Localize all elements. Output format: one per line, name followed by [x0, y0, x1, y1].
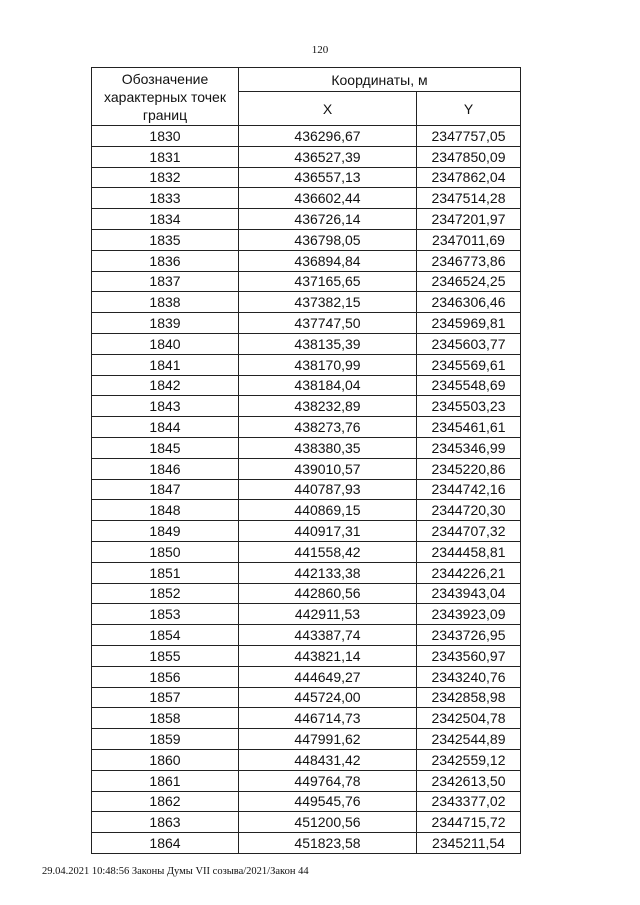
table-row [92, 292, 521, 313]
cell-y: 2345969,81 [417, 313, 521, 334]
cell-point: 1857 [92, 687, 239, 708]
cell-point: 1835 [92, 229, 239, 250]
cell-point: 1861 [92, 770, 239, 791]
table-row [92, 313, 521, 334]
cell-x: 436527,39 [239, 146, 417, 167]
cell-x: 442860,56 [239, 583, 417, 604]
cell-point: 1842 [92, 375, 239, 396]
cell-point: 1832 [92, 167, 239, 188]
cell-x: 440869,15 [239, 500, 417, 521]
cell-y: 2345603,77 [417, 333, 521, 354]
table-row [92, 209, 521, 230]
table-row [92, 271, 521, 292]
cell-point: 1831 [92, 146, 239, 167]
cell-x: 446714,73 [239, 708, 417, 729]
cell-point: 1834 [92, 209, 239, 230]
cell-y: 2345346,99 [417, 437, 521, 458]
cell-x: 436557,13 [239, 167, 417, 188]
cell-point: 1845 [92, 437, 239, 458]
table-row [92, 708, 521, 729]
cell-point: 1860 [92, 749, 239, 770]
cell-x: 438184,04 [239, 375, 417, 396]
header-point-designation: Обозначение характерных точек границ [92, 68, 239, 126]
cell-y: 2343560,97 [417, 645, 521, 666]
cell-point: 1864 [92, 833, 239, 854]
cell-x: 444649,27 [239, 666, 417, 687]
cell-x: 448431,42 [239, 749, 417, 770]
cell-x: 440787,93 [239, 479, 417, 500]
cell-y: 2343943,04 [417, 583, 521, 604]
cell-y: 2342858,98 [417, 687, 521, 708]
table-row [92, 791, 521, 812]
cell-point: 1848 [92, 500, 239, 521]
cell-x: 438273,76 [239, 417, 417, 438]
cell-y: 2346773,86 [417, 250, 521, 271]
cell-x: 436726,14 [239, 209, 417, 230]
cell-y: 2343377,02 [417, 791, 521, 812]
cell-point: 1846 [92, 458, 239, 479]
cell-x: 445724,00 [239, 687, 417, 708]
cell-y: 2347514,28 [417, 188, 521, 209]
table-row [92, 749, 521, 770]
header-coordinates: Координаты, м [239, 68, 521, 92]
cell-point: 1859 [92, 729, 239, 750]
table-body [92, 126, 521, 854]
cell-point: 1852 [92, 583, 239, 604]
cell-y: 2345461,61 [417, 417, 521, 438]
table-row [92, 541, 521, 562]
cell-x: 437382,15 [239, 292, 417, 313]
footer-stamp: 29.04.2021 10:48:56 Законы Думы VII созыва/2021/Закон 44 [42, 866, 309, 877]
table-row [92, 479, 521, 500]
table-row [92, 417, 521, 438]
coordinates-table [91, 67, 521, 854]
cell-point: 1855 [92, 645, 239, 666]
cell-x: 438380,35 [239, 437, 417, 458]
table-row [92, 500, 521, 521]
cell-y: 2347757,05 [417, 126, 521, 147]
cell-y: 2344458,81 [417, 541, 521, 562]
table-row [92, 146, 521, 167]
cell-y: 2342559,12 [417, 749, 521, 770]
cell-y: 2344715,72 [417, 812, 521, 833]
cell-point: 1836 [92, 250, 239, 271]
header-y: Y [417, 92, 521, 126]
table-row [92, 625, 521, 646]
cell-x: 437165,65 [239, 271, 417, 292]
cell-x: 437747,50 [239, 313, 417, 334]
cell-y: 2346524,25 [417, 271, 521, 292]
table-row [92, 437, 521, 458]
table-row [92, 229, 521, 250]
table-row [92, 458, 521, 479]
cell-point: 1849 [92, 521, 239, 542]
cell-x: 447991,62 [239, 729, 417, 750]
table-row [92, 333, 521, 354]
cell-y: 2343923,09 [417, 604, 521, 625]
cell-x: 436894,84 [239, 250, 417, 271]
cell-y: 2346306,46 [417, 292, 521, 313]
table-row [92, 583, 521, 604]
cell-point: 1847 [92, 479, 239, 500]
cell-x: 436296,67 [239, 126, 417, 147]
cell-y: 2342544,89 [417, 729, 521, 750]
cell-point: 1844 [92, 417, 239, 438]
cell-point: 1853 [92, 604, 239, 625]
cell-x: 443821,14 [239, 645, 417, 666]
table-row [92, 729, 521, 750]
cell-x: 436602,44 [239, 188, 417, 209]
cell-x: 438170,99 [239, 354, 417, 375]
cell-y: 2344720,30 [417, 500, 521, 521]
table-row [92, 770, 521, 791]
cell-point: 1841 [92, 354, 239, 375]
cell-x: 439010,57 [239, 458, 417, 479]
header-x: X [239, 92, 417, 126]
cell-x: 449764,78 [239, 770, 417, 791]
cell-point: 1843 [92, 396, 239, 417]
cell-point: 1854 [92, 625, 239, 646]
cell-y: 2344742,16 [417, 479, 521, 500]
cell-y: 2343726,95 [417, 625, 521, 646]
table-row [92, 375, 521, 396]
cell-y: 2342613,50 [417, 770, 521, 791]
cell-y: 2347011,69 [417, 229, 521, 250]
table-row [92, 250, 521, 271]
cell-point: 1851 [92, 562, 239, 583]
cell-y: 2347862,04 [417, 167, 521, 188]
cell-point: 1862 [92, 791, 239, 812]
table-row [92, 812, 521, 833]
table-row [92, 687, 521, 708]
cell-x: 436798,05 [239, 229, 417, 250]
table-row [92, 645, 521, 666]
cell-y: 2344226,21 [417, 562, 521, 583]
cell-point: 1863 [92, 812, 239, 833]
cell-y: 2345569,61 [417, 354, 521, 375]
cell-x: 438135,39 [239, 333, 417, 354]
cell-point: 1838 [92, 292, 239, 313]
cell-y: 2347850,09 [417, 146, 521, 167]
cell-y: 2342504,78 [417, 708, 521, 729]
table-row [92, 396, 521, 417]
table-row [92, 521, 521, 542]
cell-x: 442133,38 [239, 562, 417, 583]
cell-x: 441558,42 [239, 541, 417, 562]
cell-point: 1833 [92, 188, 239, 209]
cell-y: 2344707,32 [417, 521, 521, 542]
table-row [92, 666, 521, 687]
table-row [92, 354, 521, 375]
cell-x: 451823,58 [239, 833, 417, 854]
cell-point: 1837 [92, 271, 239, 292]
table-row [92, 604, 521, 625]
cell-x: 451200,56 [239, 812, 417, 833]
cell-point: 1840 [92, 333, 239, 354]
cell-y: 2347201,97 [417, 209, 521, 230]
cell-x: 438232,89 [239, 396, 417, 417]
cell-y: 2343240,76 [417, 666, 521, 687]
table-row [92, 167, 521, 188]
page-number: 120 [311, 44, 329, 56]
cell-x: 443387,74 [239, 625, 417, 646]
cell-x: 440917,31 [239, 521, 417, 542]
cell-y: 2345220,86 [417, 458, 521, 479]
table-row [92, 562, 521, 583]
cell-y: 2345211,54 [417, 833, 521, 854]
cell-point: 1830 [92, 126, 239, 147]
cell-y: 2345548,69 [417, 375, 521, 396]
table-row [92, 833, 521, 854]
table-row [92, 126, 521, 147]
cell-y: 2345503,23 [417, 396, 521, 417]
cell-point: 1856 [92, 666, 239, 687]
table-row [92, 188, 521, 209]
cell-point: 1858 [92, 708, 239, 729]
cell-point: 1850 [92, 541, 239, 562]
cell-x: 442911,53 [239, 604, 417, 625]
cell-point: 1839 [92, 313, 239, 334]
cell-x: 449545,76 [239, 791, 417, 812]
